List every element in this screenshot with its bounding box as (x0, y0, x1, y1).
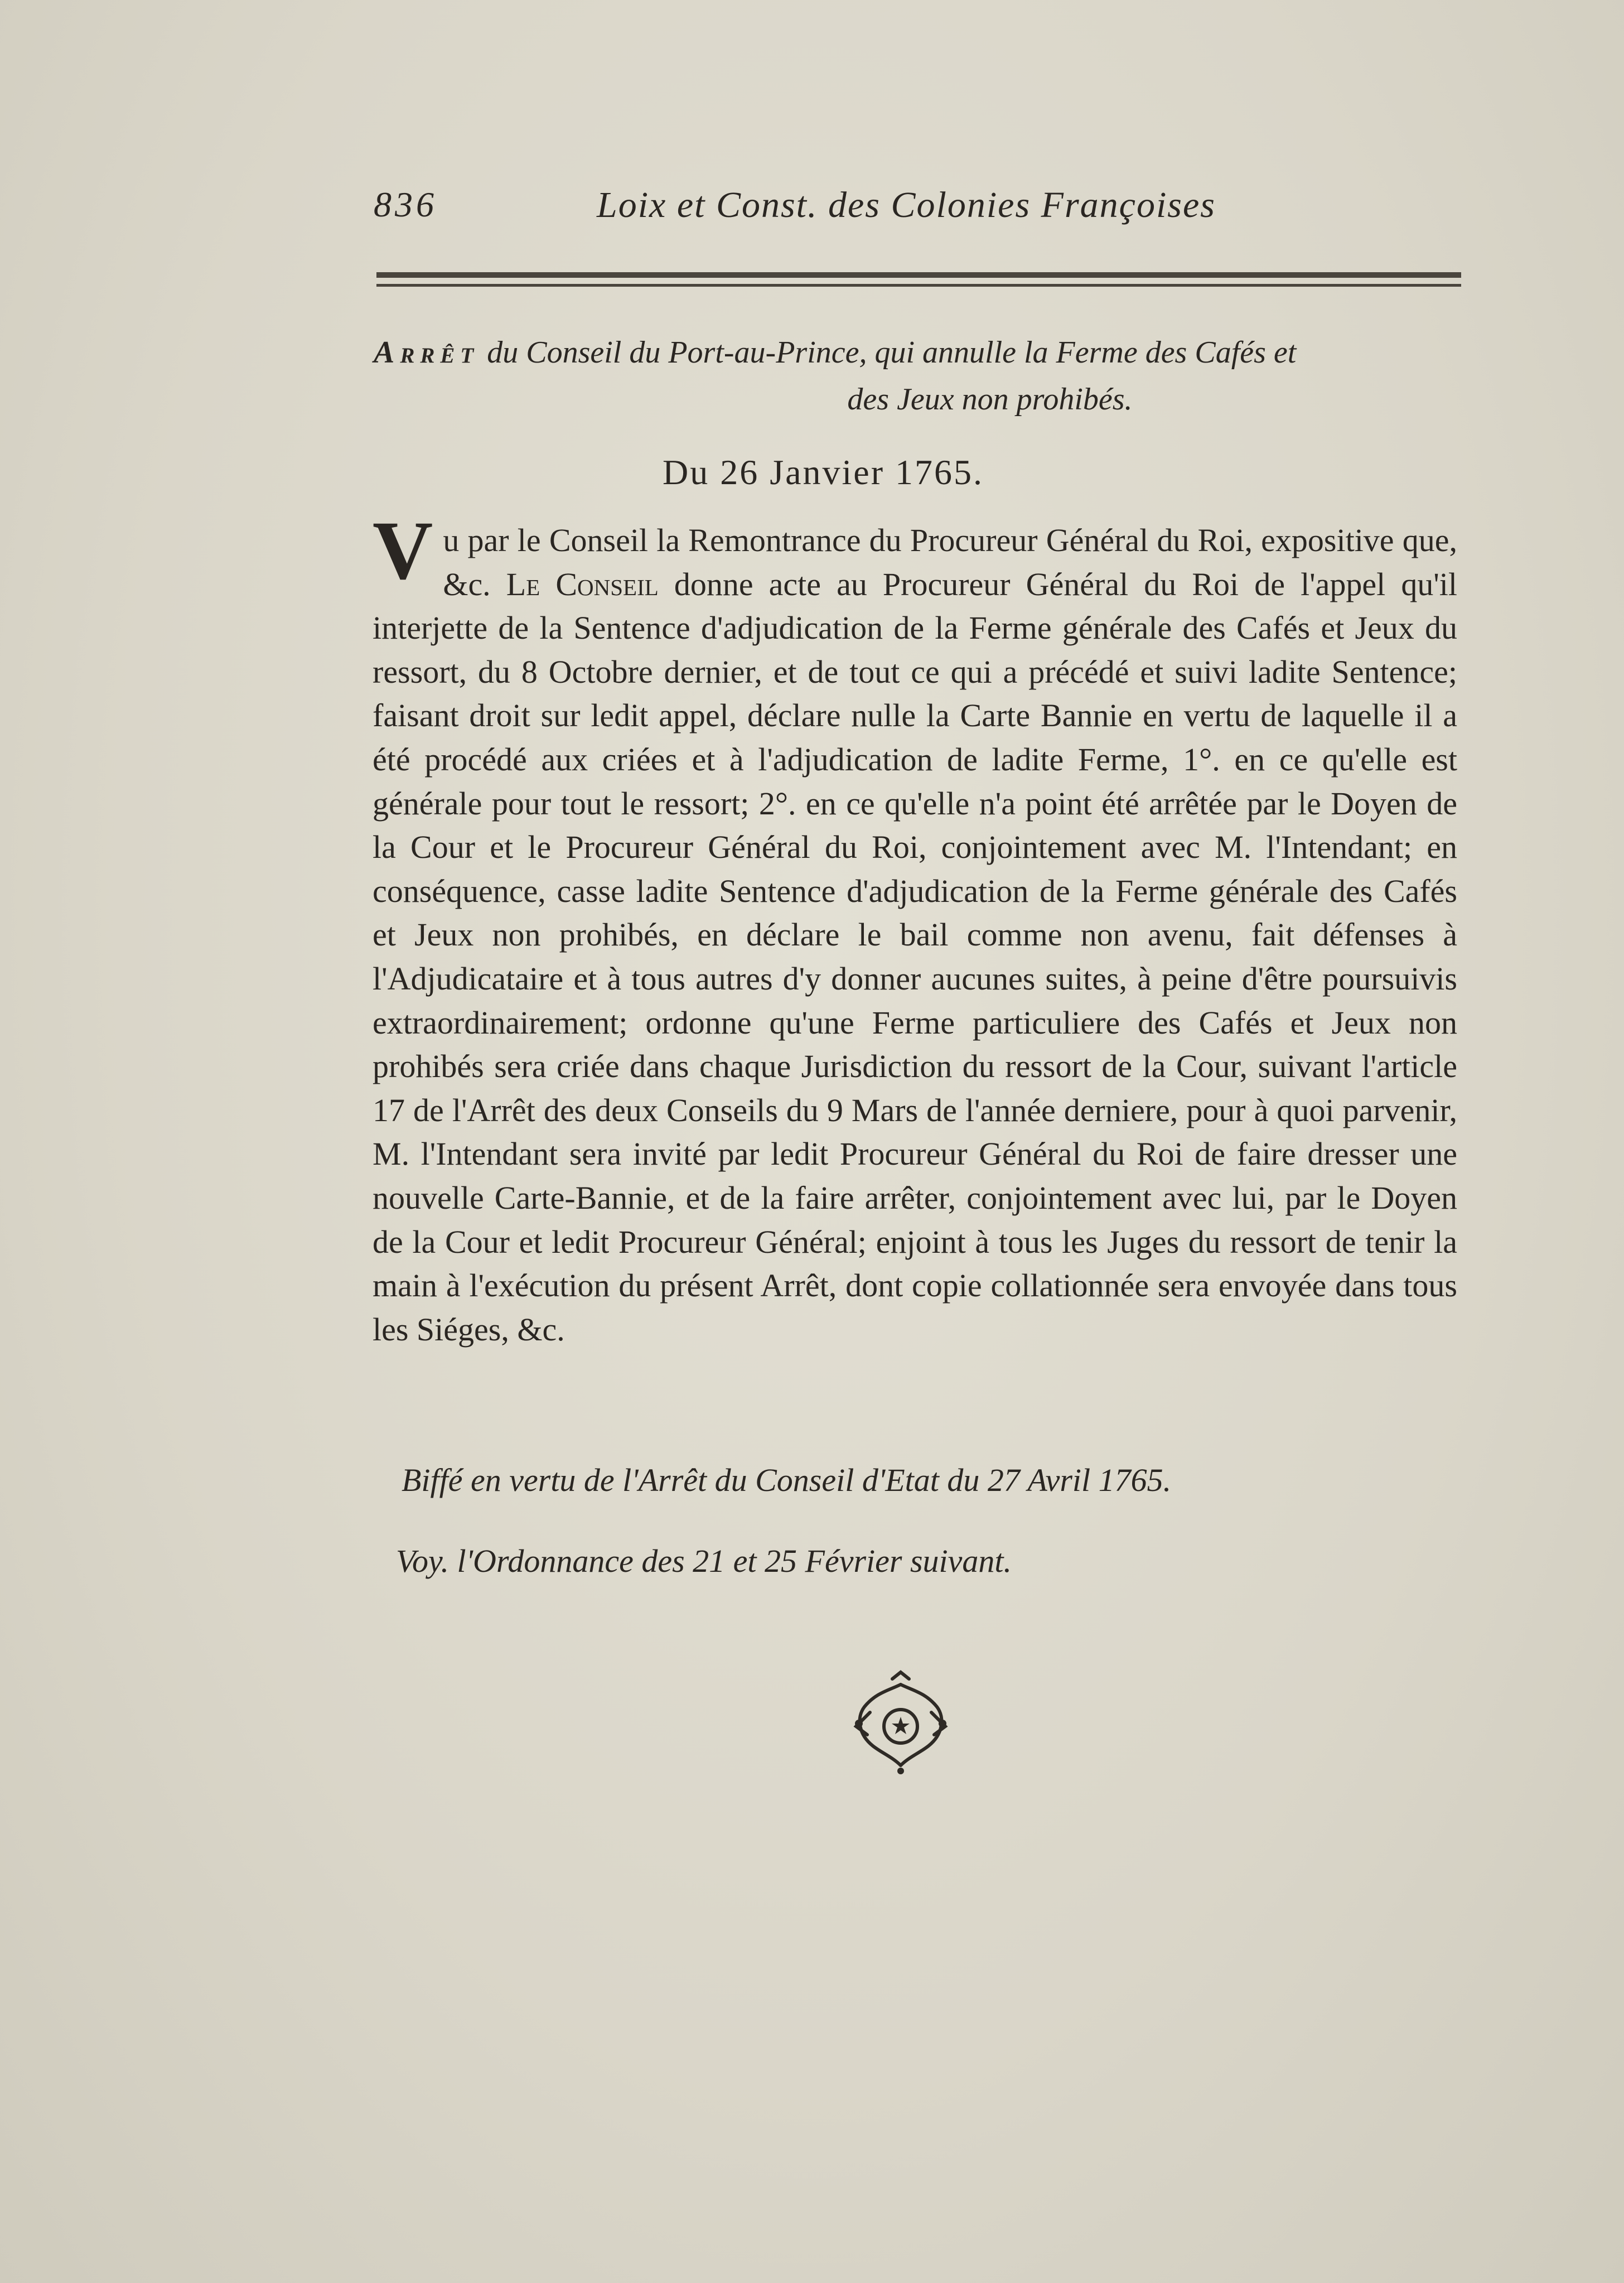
header-rule (376, 272, 1461, 287)
cross-reference-note: Voy. l'Ordonnance des 21 et 25 Février suivant. (396, 1543, 1012, 1579)
body-text-part-2: donne acte au Procureur Général du Roi de l'appel qu'il interjette de la Sentence d'adjudication de la Ferme générale des Cafés et Jeux du ressort, du 8 Octobre dernier, et de tout ce qui a précédé et suivi ladite Sentence; faisant droit sur ledit appel, déclare nulle la Carte Bannie en vertu de laquelle il a été procédé aux criées et à l'adjudication de ladite Ferme, 1°. en ce qu'elle est générale pour tout le ressort; 2°. en ce qu'elle n'a point été arrêtée par le Doyen de la Cour et le Procureur Général du Roi, conjointement avec M. l'Intendant; en conséquence, casse ladite Sentence d'adjudication de la Ferme générale des Cafés et Jeux non prohibés, en déclare le bail comme non avenu, fait défenses à l'Adjudicataire et à tous autres d'y donner aucunes suites, à peine d'être poursuivis extraordinairement; ordonne qu'une Ferme particuliere des Cafés et Jeux non prohibés sera criée dans chaque Jurisdiction du ressort de la Cour, suivant l'article 17 de l'Arrêt des deux Conseils du 9 Mars de l'année derniere, pour à quoi parvenir, M. l'Intendant sera invité par ledit Procureur Général du Roi de faire dresser une nouvelle Carte-Bannie, et de la faire arrêter, conjointement avec lui, par le Doyen de la Cour et ledit Procureur Général; enjoint à tous les Juges du ressort de tenir la main à l'exécution du présent Arrêt, dont copie collationnée sera envoyée dans tous les Siéges, &c. (373, 566, 1457, 1348)
annulment-note: Biffé en vertu de l'Arrêt du Conseil d'Etat du 27 Avril 1765. (402, 1462, 1172, 1498)
decree-title-line-2: des Jeux non prohibés. (847, 382, 1133, 417)
decree-title-lead: Arrêt (374, 335, 480, 370)
decree-body (373, 504, 1457, 1352)
running-title: Loix et Const. des Colonies Françoises (597, 185, 1216, 225)
le-conseil-small-caps: Le Conseil (506, 566, 659, 602)
decree-title-line-1 (374, 329, 1461, 376)
decree-title (374, 329, 1461, 423)
decree-title-rest: du Conseil du Port-au-Prince, qui annulle la Ferme des Cafés et (479, 335, 1297, 370)
page-number: 836 (374, 185, 437, 224)
printers-ornament-icon (837, 1668, 965, 1779)
body-text-part-1: u par le Conseil la Remontrance du Procureur Général du Roi, expositive que, &c. (443, 522, 1457, 602)
ornament-graphic (837, 1668, 965, 1779)
decree-date: Du 26 Janvier 1765. (662, 452, 984, 492)
drop-cap: V (373, 504, 433, 597)
page-header (374, 184, 1467, 240)
